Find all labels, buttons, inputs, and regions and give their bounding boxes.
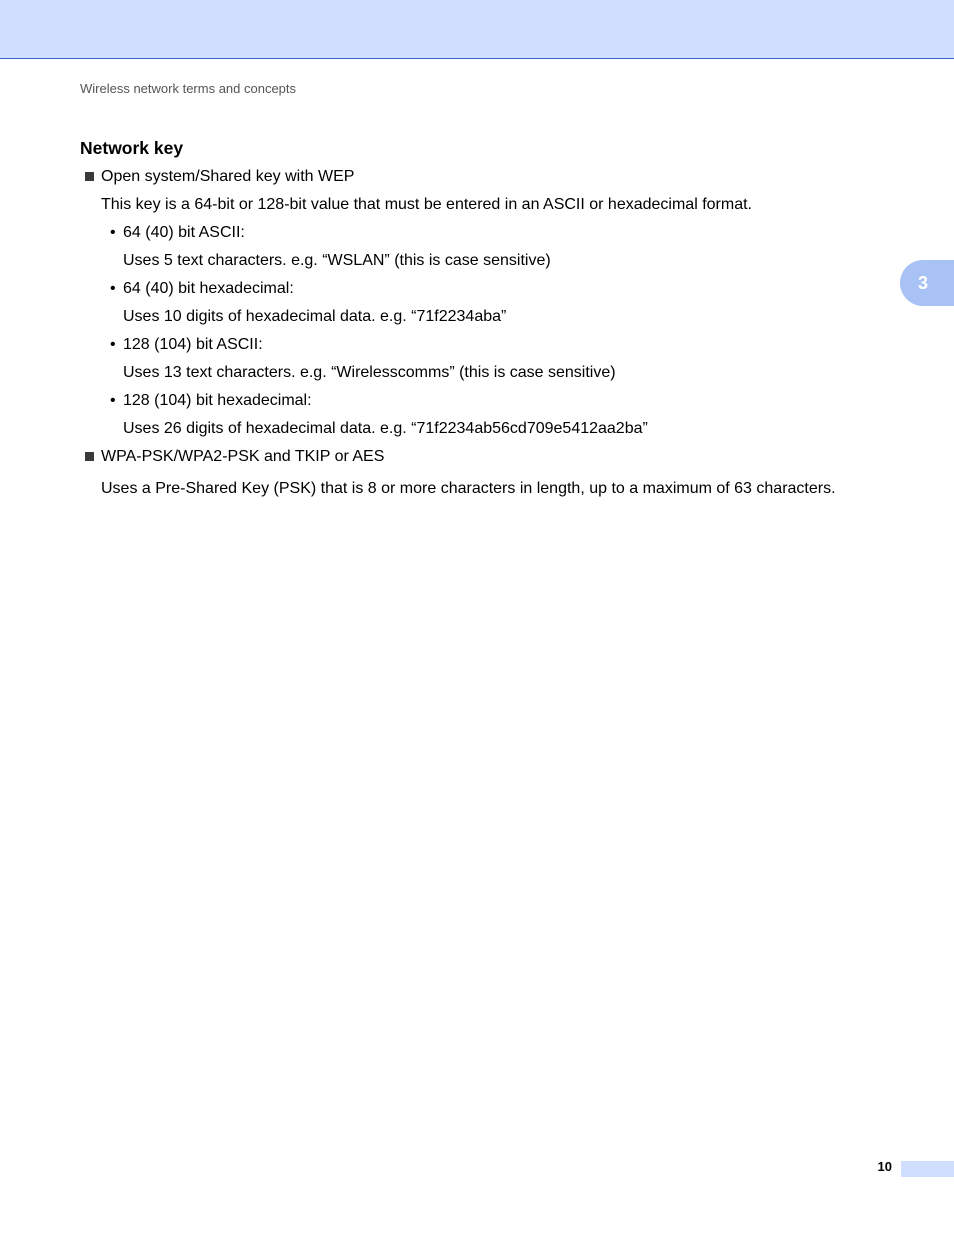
item-label: WPA-PSK/WPA2-PSK and TKIP or AES — [101, 448, 385, 465]
subitem-label: 64 (40) bit hexadecimal: — [123, 280, 294, 297]
subitem-detail: Uses 26 digits of hexadecimal data. e.g. “71f2234ab56cd709e5412aa2ba” — [123, 420, 648, 437]
item-description: Uses a Pre-Shared Key (PSK) that is 8 or more characters in length, up to a maximum of 63 characters. — [101, 480, 836, 497]
item-label: Open system/Shared key with WEP — [101, 168, 355, 185]
dot-bullet-icon: • — [110, 392, 116, 409]
subitem-detail: Uses 10 digits of hexadecimal data. e.g. “71f2234aba” — [123, 308, 507, 325]
page-number: 10 — [877, 1159, 892, 1174]
item-description: This key is a 64-bit or 128-bit value that must be entered in an ASCII or hexadecimal format. — [101, 196, 752, 213]
square-bullet-icon — [85, 452, 94, 461]
section-title: Network key — [80, 138, 184, 158]
square-bullet-icon — [85, 172, 94, 181]
dot-bullet-icon: • — [110, 336, 116, 353]
subitem-detail: Uses 5 text characters. e.g. “WSLAN” (this is case sensitive) — [123, 252, 551, 269]
subitem-label: 128 (104) bit ASCII: — [123, 336, 263, 353]
chapter-tab — [900, 260, 954, 306]
dot-bullet-icon: • — [110, 224, 116, 241]
running-head: Wireless network terms and concepts — [80, 81, 297, 96]
footer-bar — [901, 1161, 954, 1177]
dot-bullet-icon: • — [110, 280, 116, 297]
subitem-label: 64 (40) bit ASCII: — [123, 224, 245, 241]
subitem-detail: Uses 13 text characters. e.g. “Wirelesscomms” (this is case sensitive) — [123, 364, 616, 381]
chapter-number: 3 — [917, 273, 928, 293]
header-band — [0, 0, 954, 59]
subitem-label: 128 (104) bit hexadecimal: — [123, 392, 312, 409]
